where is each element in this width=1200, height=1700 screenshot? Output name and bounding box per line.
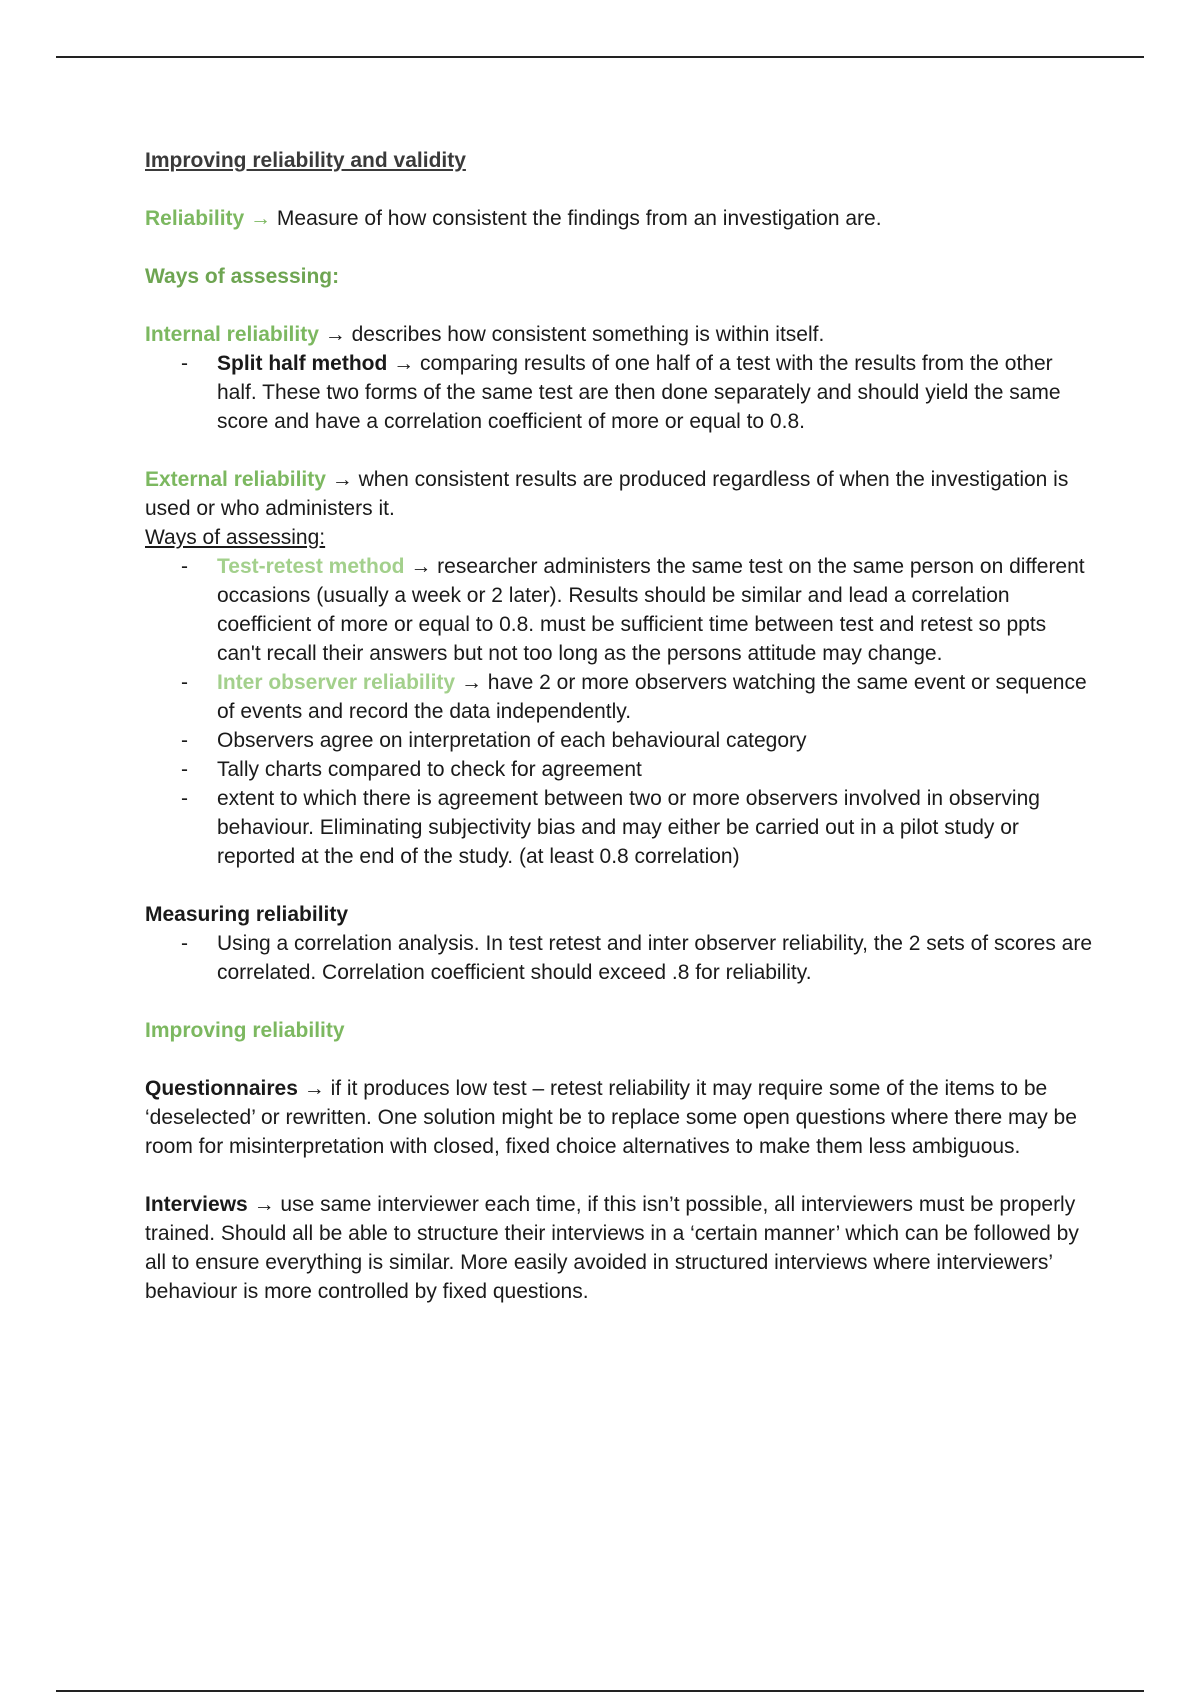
- split-half-text: comparing results of one half of a test with the results from the other half. These two forms of the same test are then done separately and should yield the same score and have a correlation coefficient of more or equal to 0.8.: [217, 352, 1061, 433]
- internal-reliability: [145, 320, 1095, 349]
- arrow-icon: →: [303, 1077, 325, 1100]
- internal-reliability-text: describes how consistent something is within itself.: [351, 323, 825, 346]
- list-item: [217, 349, 1095, 436]
- arrow-icon: →: [324, 323, 346, 346]
- document-body: [145, 146, 1095, 1306]
- arrow-icon: →: [331, 468, 353, 491]
- reliability-definition-text: Measure of how consistent the findings from an investigation are.: [276, 207, 882, 230]
- list-item: - Observers agree on interpretation of each behavioural category: [217, 726, 1095, 755]
- external-reliability-term: External reliability: [145, 468, 326, 491]
- document-title: Improving reliability and validity: [145, 149, 466, 172]
- arrow-icon: →: [250, 207, 272, 230]
- external-reliability: [145, 465, 1095, 523]
- arrow-icon: →: [393, 352, 415, 375]
- interviews-text: use same interviewer each time, if this isn’t possible, all interviewers must be properly trained. Should all be able to structure their interviews in a ‘certain manner’ which can be followed by all to ensure everything is similar. More easily avoided in structured interviews where interviewers’ behaviour is more controlled by fixed questions.: [145, 1193, 1079, 1303]
- list-item: [217, 668, 1095, 726]
- ways-of-assessing-heading: Ways of assessing:: [145, 265, 340, 288]
- inter-observer-term: Inter observer reliability: [217, 671, 456, 694]
- arrow-icon: →: [253, 1193, 275, 1216]
- footer-rule: [56, 1690, 1144, 1692]
- reliability-term: Reliability: [145, 207, 245, 230]
- list-item: - Using a correlation analysis. In test retest and inter observer reliability, the 2 sets of scores are correlated. Correlation coefficient should exceed .8 for reliability.: [217, 929, 1095, 987]
- arrow-icon: →: [410, 555, 432, 578]
- interviews-term: Interviews: [145, 1193, 248, 1216]
- questionnaires-text: if it produces low test – retest reliability it may require some of the items to be ‘deselected’ or rewritten. One solution might be to replace some open questions where there may be room for misinterpretation with closed, fixed choice alternatives to make them less ambiguous.: [145, 1077, 1077, 1158]
- inter-observer-text: have 2 or more observers watching the same event or sequence of events and record the data independently.: [217, 671, 1087, 723]
- measuring-reliability-list: [145, 929, 1095, 987]
- reliability-definition: [145, 204, 1095, 233]
- header-rule: [56, 56, 1144, 58]
- internal-reliability-list: [145, 349, 1095, 436]
- internal-reliability-term: Internal reliability: [145, 323, 319, 346]
- interviews-paragraph: [145, 1190, 1095, 1306]
- external-reliability-list: [145, 552, 1095, 871]
- measuring-reliability-heading: Measuring reliability: [145, 903, 349, 926]
- list-item: [217, 552, 1095, 668]
- list-item: - extent to which there is agreement between two or more observers involved in observing behaviour. Eliminating subjectivity bias and may either be carried out in a pilot study or reported at the end of the study. (at least 0.8 correlation): [217, 784, 1095, 871]
- external-reliability-text: when consistent results are produced regardless of when the investigation is used or who administers it.: [145, 468, 1069, 520]
- split-half-term: Split half method: [217, 352, 388, 375]
- improving-reliability-heading: Improving reliability: [145, 1019, 345, 1042]
- questionnaires-term: Questionnaires: [145, 1077, 298, 1100]
- test-retest-text: researcher administers the same test on the same person on different occasions (usually a week or 2 later). Results should be similar and lead a correlation coefficient of more or equal to 0.8. must be sufficient time between test and retest so ppts can't recall their answers but not too long as the persons attitude may change.: [217, 555, 1085, 665]
- arrow-icon: →: [460, 671, 482, 694]
- questionnaires-paragraph: [145, 1074, 1095, 1161]
- test-retest-term: Test-retest method: [217, 555, 405, 578]
- ways-of-assessing-subheading: Ways of assessing:: [145, 526, 326, 549]
- list-item: - Tally charts compared to check for agreement: [217, 755, 1095, 784]
